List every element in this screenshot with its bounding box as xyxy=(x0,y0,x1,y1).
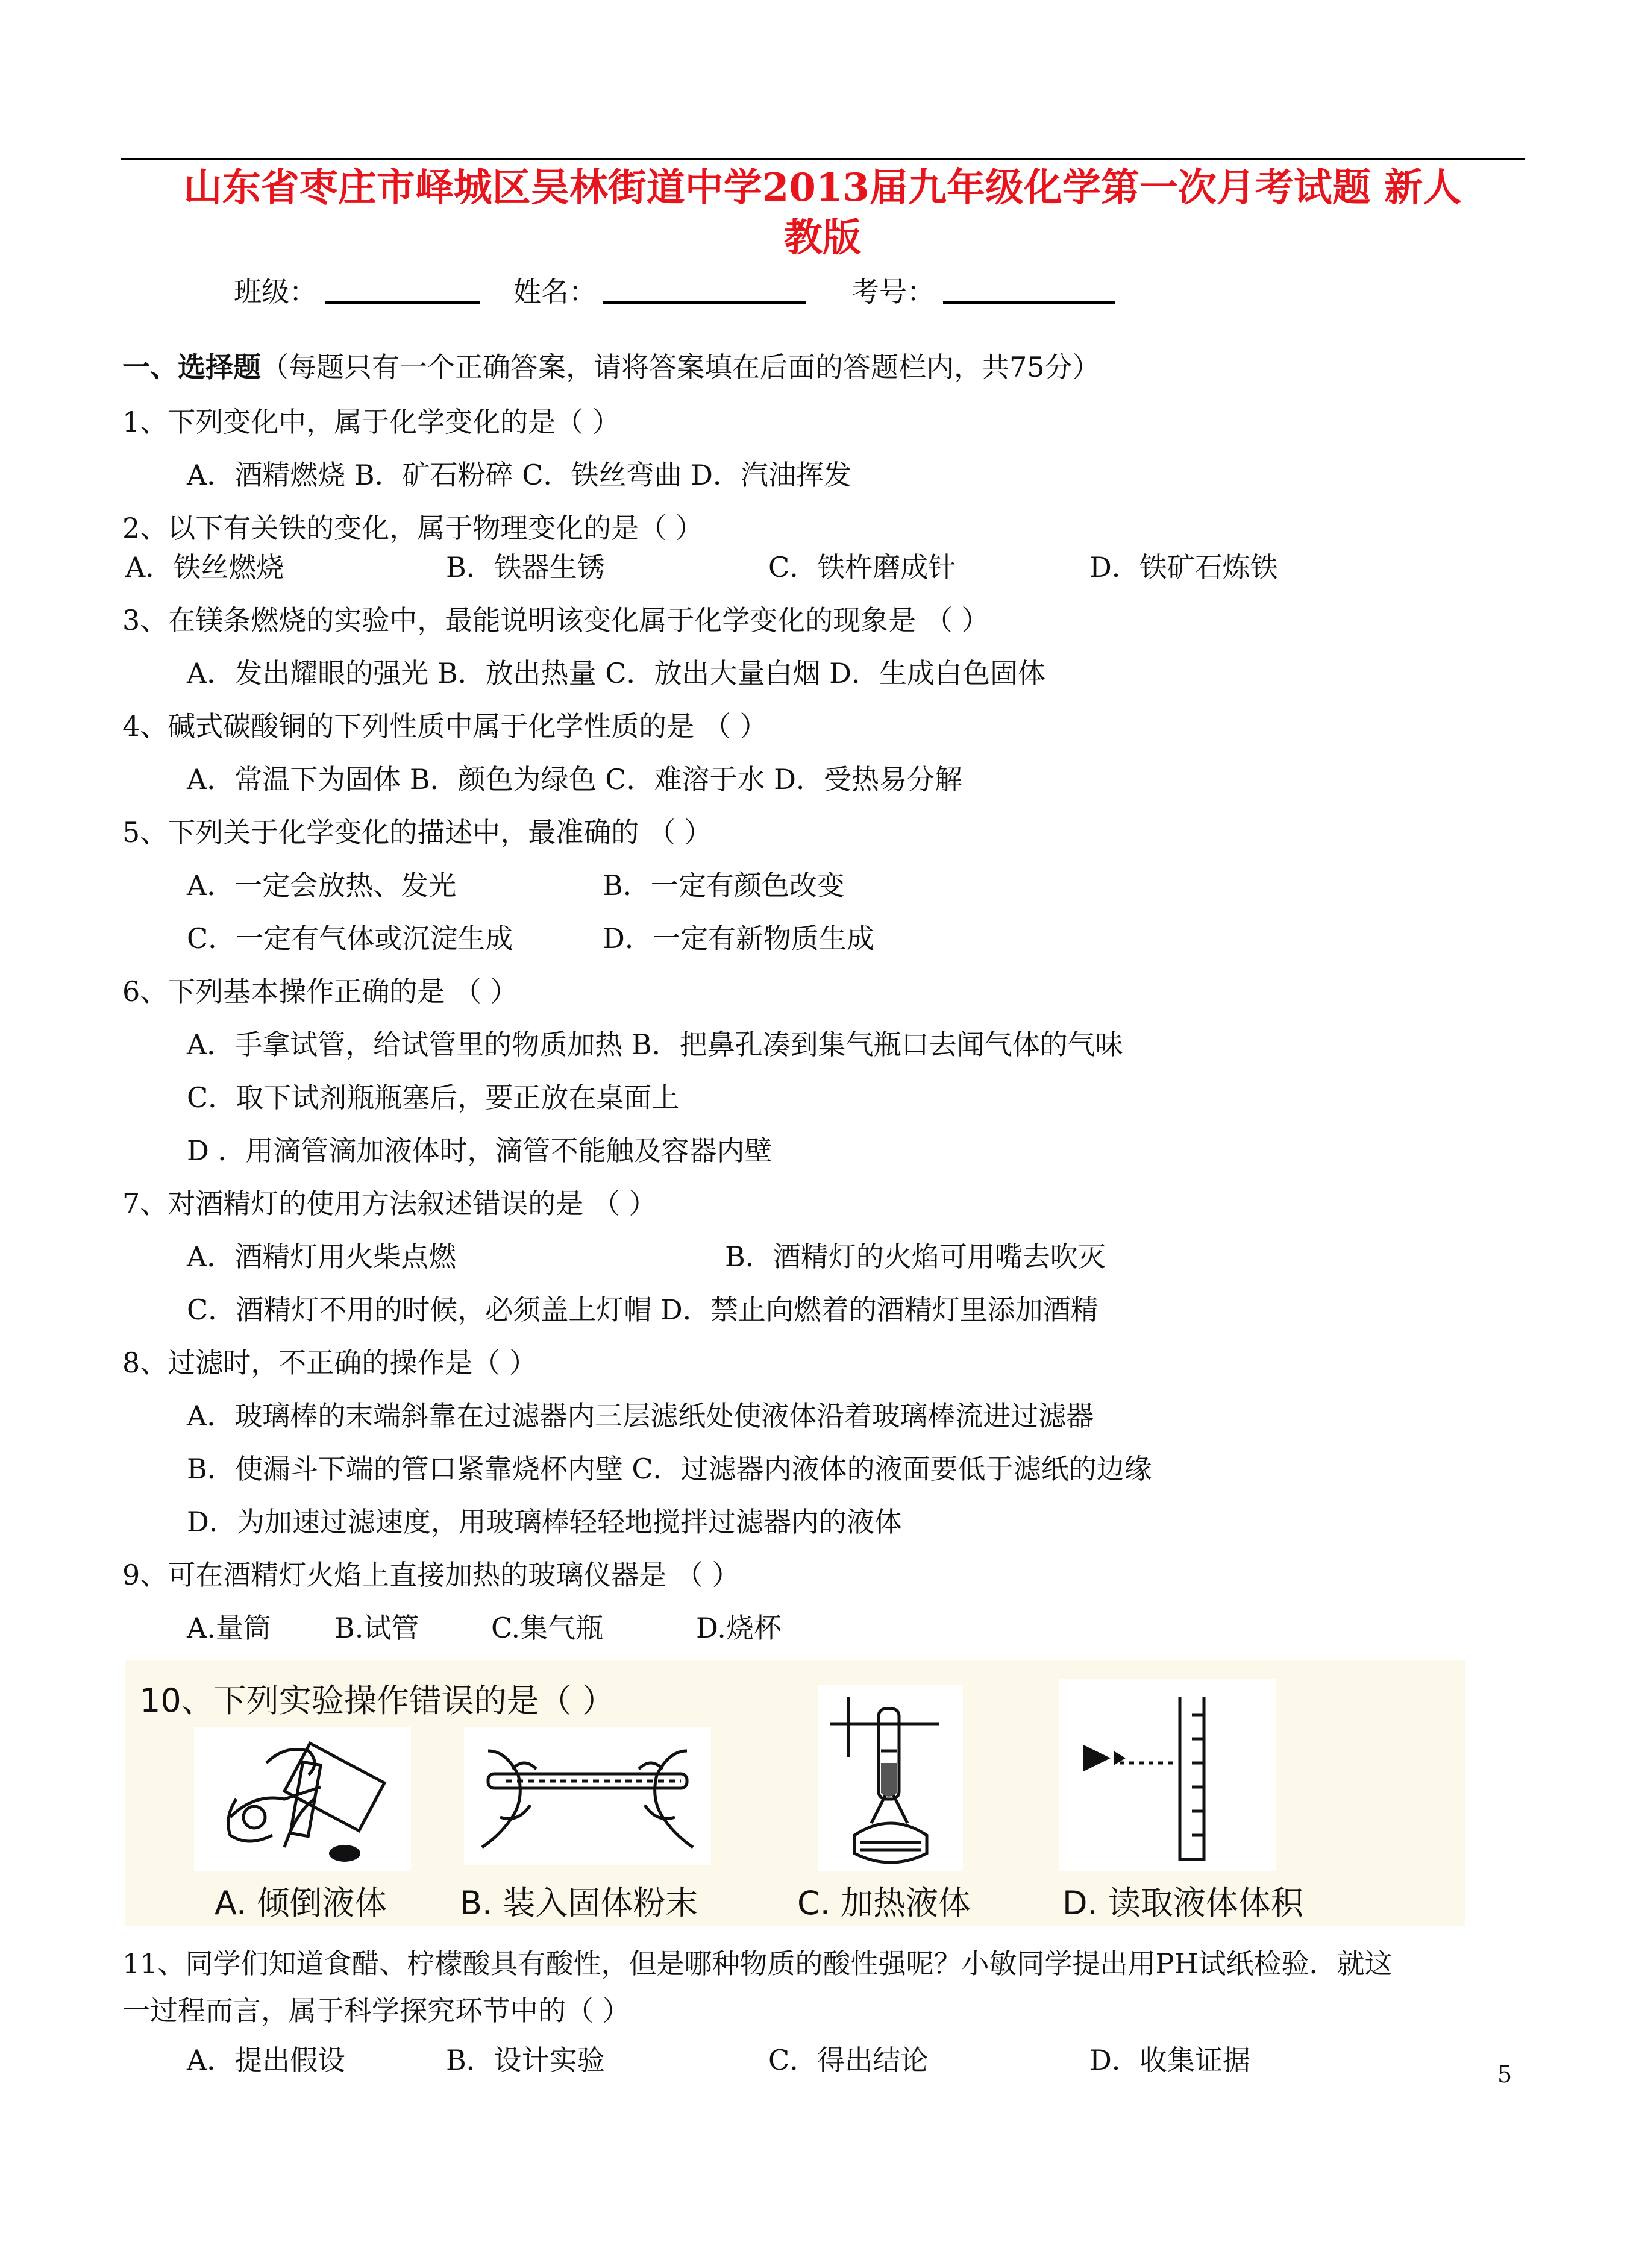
reading-volume-illustration xyxy=(1059,1679,1276,1871)
question-8-options-bc: B．使漏斗下端的管口紧靠烧杯内壁 C．过滤器内液体的液面要低于滤纸的边缘 xyxy=(187,1453,1152,1485)
heating-liquid-illustration xyxy=(818,1685,963,1871)
page-title-line-1: 山东省枣庄市峄城区吴林街道中学2013届九年级化学第一次月考试题 新人 xyxy=(183,165,1462,210)
question-5-stem: 5、下列关于化学变化的描述中，最准确的 （ ） xyxy=(122,816,712,849)
question-9-option-d: D.烧杯 xyxy=(696,1612,782,1644)
question-11-stem: 11、同学们知道食醋、柠檬酸具有酸性，但是哪种物质的酸性强呢？小敏同学提出用PH试纸检验．就这 xyxy=(122,1947,1393,1980)
question-8-stem: 8、过滤时，不正确的操作是（ ） xyxy=(122,1346,537,1379)
question-10-caption-c: C. 加热液体 xyxy=(797,1884,971,1922)
question-7-option-a: A．酒精灯用火柴点燃 xyxy=(187,1240,457,1273)
question-7-stem: 7、对酒精灯的使用方法叙述错误的是 （ ） xyxy=(122,1187,657,1220)
page-title-line-2: 教版 xyxy=(784,215,861,260)
question-10-caption-b: B. 装入固体粉末 xyxy=(460,1884,698,1922)
question-9-stem: 9、可在酒精灯火焰上直接加热的玻璃仪器是 （ ） xyxy=(122,1559,740,1591)
question-9-option-b: B.试管 xyxy=(334,1612,419,1644)
class-field[interactable] xyxy=(325,301,480,304)
question-2-option-c: C．铁杵磨成针 xyxy=(768,551,956,583)
question-3-stem: 3、在镁条燃烧的实验中，最能说明该变化属于化学变化的现象是 （ ） xyxy=(122,604,989,636)
question-8-option-d: D．为加速过滤速度，用玻璃棒轻轻地搅拌过滤器内的液体 xyxy=(187,1506,902,1538)
pouring-liquid-illustration xyxy=(194,1727,411,1871)
header-rule xyxy=(121,158,1525,160)
question-10-image xyxy=(125,1660,1465,1926)
question-4-stem: 4、碱式碳酸铜的下列性质中属于化学性质的是 （ ） xyxy=(122,710,768,743)
question-8-option-a: A．玻璃棒的末端斜靠在过滤器内三层滤纸处使液体沿着玻璃棒流进过滤器 xyxy=(187,1399,1094,1432)
question-4-options: A．常温下为固体 B．颜色为绿色 C．难溶于水 D．受热易分解 xyxy=(187,763,962,796)
name-field[interactable] xyxy=(603,301,806,304)
question-5-option-d: D．一定有新物质生成 xyxy=(603,922,874,955)
question-6-option-c: C．取下试剂瓶瓶塞后，要正放在桌面上 xyxy=(187,1081,680,1114)
class-label: 班级： xyxy=(234,275,317,308)
question-1-options: A．酒精燃烧 B．矿石粉碎 C．铁丝弯曲 D．汽油挥发 xyxy=(187,459,851,491)
page-number: 5 xyxy=(1497,2061,1512,2088)
question-2-option-a: A．铁丝燃烧 xyxy=(125,551,284,583)
question-5-option-c: C．一定有气体或沉淀生成 xyxy=(187,922,513,955)
question-7-options-cd: C．酒精灯不用的时候，必须盖上灯帽 D．禁止向燃着的酒精灯里添加酒精 xyxy=(187,1293,1099,1326)
question-10-caption-a: A. 倾倒液体 xyxy=(215,1884,387,1922)
question-5-option-a: A．一定会放热、发光 xyxy=(187,869,457,902)
question-7-option-b: B．酒精灯的火焰可用嘴去吹灭 xyxy=(725,1240,1106,1273)
question-2-option-b: B．铁器生锈 xyxy=(446,551,605,583)
question-6-stem: 6、下列基本操作正确的是 （ ） xyxy=(122,975,518,1008)
question-11-option-c: C．得出结论 xyxy=(768,2044,929,2076)
section-heading xyxy=(122,353,1100,381)
loading-powder-illustration xyxy=(464,1727,711,1865)
question-1-stem: 1、下列变化中，属于化学变化的是（ ） xyxy=(122,406,620,438)
question-11-option-d: D．收集证据 xyxy=(1089,2044,1250,2076)
number-field[interactable] xyxy=(943,301,1115,304)
section-title: 一、选择题 xyxy=(122,351,261,383)
question-5-option-b: B．一定有颜色改变 xyxy=(603,869,845,902)
question-10-stem: 10、下列实验操作错误的是（ ） xyxy=(140,1682,615,1720)
question-2-stem: 2、以下有关铁的变化，属于物理变化的是（ ） xyxy=(122,512,703,544)
question-9-option-a: A.量筒 xyxy=(187,1612,271,1644)
question-11-option-a: A．提出假设 xyxy=(187,2044,346,2076)
name-label: 姓名： xyxy=(513,275,597,308)
question-6-options-ab: A．手拿试管，给试管里的物质加热 B．把鼻孔凑到集气瓶口去闻气体的气味 xyxy=(187,1028,1123,1061)
question-11-option-b: B．设计实验 xyxy=(446,2044,605,2076)
question-6-option-d: D ．用滴管滴加液体时，滴管不能触及容器内壁 xyxy=(187,1134,773,1167)
question-11-stem-cont: 一过程而言，属于科学探究环节中的（ ） xyxy=(122,1994,630,2027)
question-10-caption-d: D. 读取液体体积 xyxy=(1062,1884,1303,1922)
question-2-option-d: D．铁矿石炼铁 xyxy=(1089,551,1278,583)
section-note: （每题只有一个正确答案，请将答案填在后面的答题栏内，共75分） xyxy=(261,351,1100,383)
question-9-option-c: C.集气瓶 xyxy=(491,1612,604,1644)
number-label: 考号： xyxy=(851,275,935,308)
question-3-options: A．发出耀眼的强光 B．放出热量 C．放出大量白烟 D．生成白色固体 xyxy=(187,657,1045,690)
